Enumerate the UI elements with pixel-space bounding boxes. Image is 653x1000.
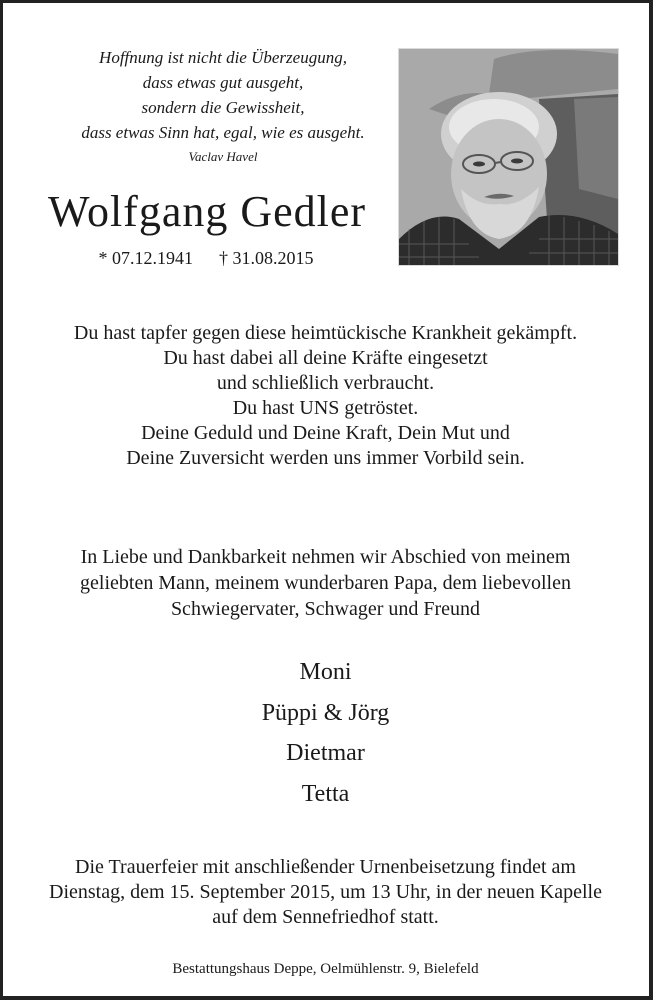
tribute-line: Du hast dabei all deine Kräfte eingesetzt	[163, 347, 488, 369]
tribute-line: Deine Geduld und Deine Kraft, Dein Mut und	[141, 422, 510, 444]
farewell-line: Schwiegervater, Schwager und Freund	[170, 598, 481, 620]
ceremony-line: auf dem Sennefriedhof statt.	[212, 906, 439, 928]
tribute-line: und schließlich verbraucht.	[216, 372, 435, 394]
family-member: Dietmar	[286, 740, 365, 766]
family-member: Moni	[299, 659, 352, 685]
family-member: Tetta	[301, 780, 350, 807]
tribute-line: Du hast UNS getröstet.	[232, 397, 419, 419]
life-dates	[3, 246, 403, 270]
ceremony-line: Dienstag, dem 15. September 2015, um 13 Uhr, in der neuen Kapelle	[49, 881, 602, 903]
deceased-name: Wolfgang Gedler	[47, 187, 367, 236]
ceremony-line: Die Trauerfeier mit anschließender Urnenbeisetzung findet am	[75, 856, 576, 878]
ceremony-text	[3, 855, 648, 930]
tribute-text	[3, 321, 648, 471]
portrait-image-icon	[399, 49, 618, 265]
birth-date: * 07.12.1941	[98, 248, 193, 268]
quote-line: sondern die Gewissheit,	[141, 98, 305, 117]
family-names	[3, 652, 648, 814]
tribute-line: Du hast tapfer gegen diese heimtückische Krankheit gekämpft.	[73, 322, 578, 344]
quote-line: dass etwas gut ausgeht,	[142, 73, 304, 92]
death-date: † 31.08.2015	[219, 248, 314, 268]
farewell-text	[3, 544, 648, 622]
farewell-line: In Liebe und Dankbarkeit nehmen wir Abschied von meinem	[80, 546, 571, 568]
tribute-line: Deine Zuversicht werden uns immer Vorbild sein.	[126, 447, 525, 469]
portrait-photo	[398, 48, 619, 266]
quote-block	[43, 45, 403, 167]
quote-author: Vaclav Havel	[188, 149, 258, 164]
farewell-line: geliebten Mann, meinem wunderbaren Papa, dem liebevollen	[80, 572, 571, 594]
family-member: Püppi & Jörg	[261, 699, 390, 726]
funeral-home: Bestattungshaus Deppe, Oelmühlenstr. 9, Bielefeld	[172, 961, 479, 977]
quote-line: Hoffnung ist nicht die Überzeugung,	[99, 48, 347, 67]
quote-line: dass etwas Sinn hat, egal, wie es ausgeht.	[81, 123, 365, 142]
